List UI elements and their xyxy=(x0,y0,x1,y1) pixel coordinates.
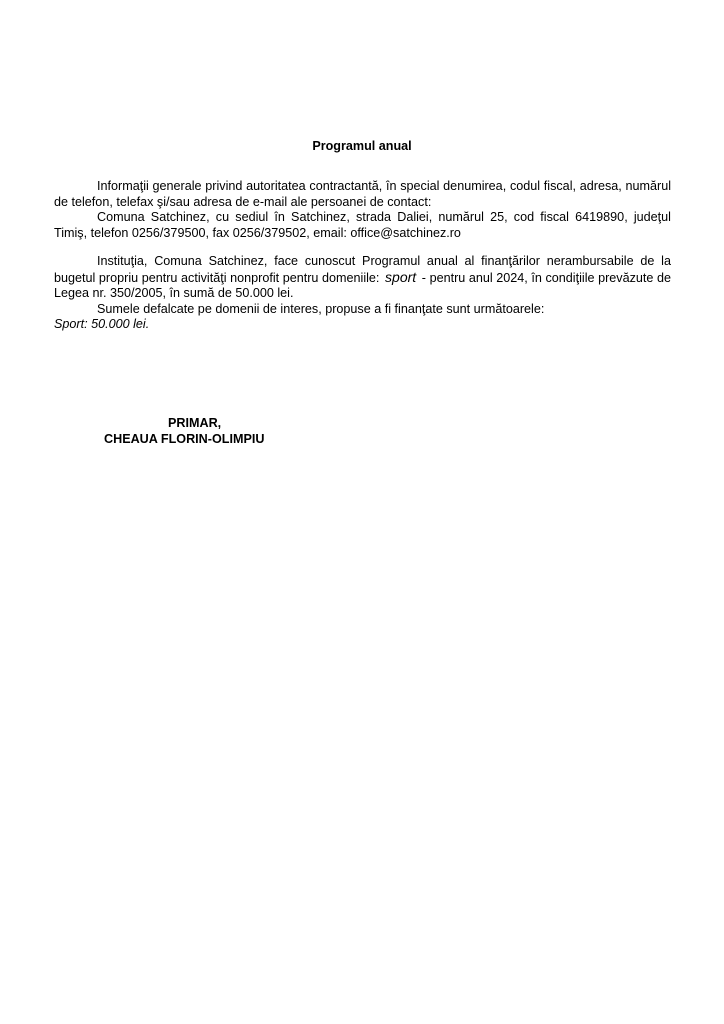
allocation-line: Sport: 50.000 lei. xyxy=(54,317,150,332)
program-section xyxy=(54,254,671,333)
program-text-before: Instituţia, Comuna Satchinez, face cunoscut Programul anual al finanţărilor nerambursabile de la bugetul propriu pentru activităţi nonprofit pentru domeniile: xyxy=(54,254,671,285)
program-paragraph xyxy=(54,254,671,302)
general-info-paragraph: Informaţii generale privind autoritatea contractantă, în special denumirea, codul fiscal, adresa, numărul de telefon, telefax şi/sau adresa de e-mail ale persoanei de contact: xyxy=(54,179,671,209)
signatory-name: CHEAUA FLORIN-OLIMPIU xyxy=(104,432,265,446)
signature-block xyxy=(104,415,294,447)
signatory-role: PRIMAR, xyxy=(168,416,222,430)
program-text-after: - pentru anul 2024, în condiţiile prevăzute de Legea nr. 350/2005, în sumă de 50.000 lei. xyxy=(54,270,672,301)
allocation-intro-paragraph: Sumele defalcate pe domenii de interes, propuse a fi finanţate sunt următoarele: xyxy=(97,301,545,316)
contact-section xyxy=(54,179,671,241)
contact-details-paragraph: Comuna Satchinez, cu sediul în Satchinez, strada Daliei, numărul 25, cod fiscal 6419890, judeţul Timiş, telefon 0256/379500, fax 0256/379502, email: office@satchinez.ro xyxy=(54,210,671,240)
document-title: Programul anual xyxy=(312,139,412,153)
domain-name: sport xyxy=(385,268,417,285)
